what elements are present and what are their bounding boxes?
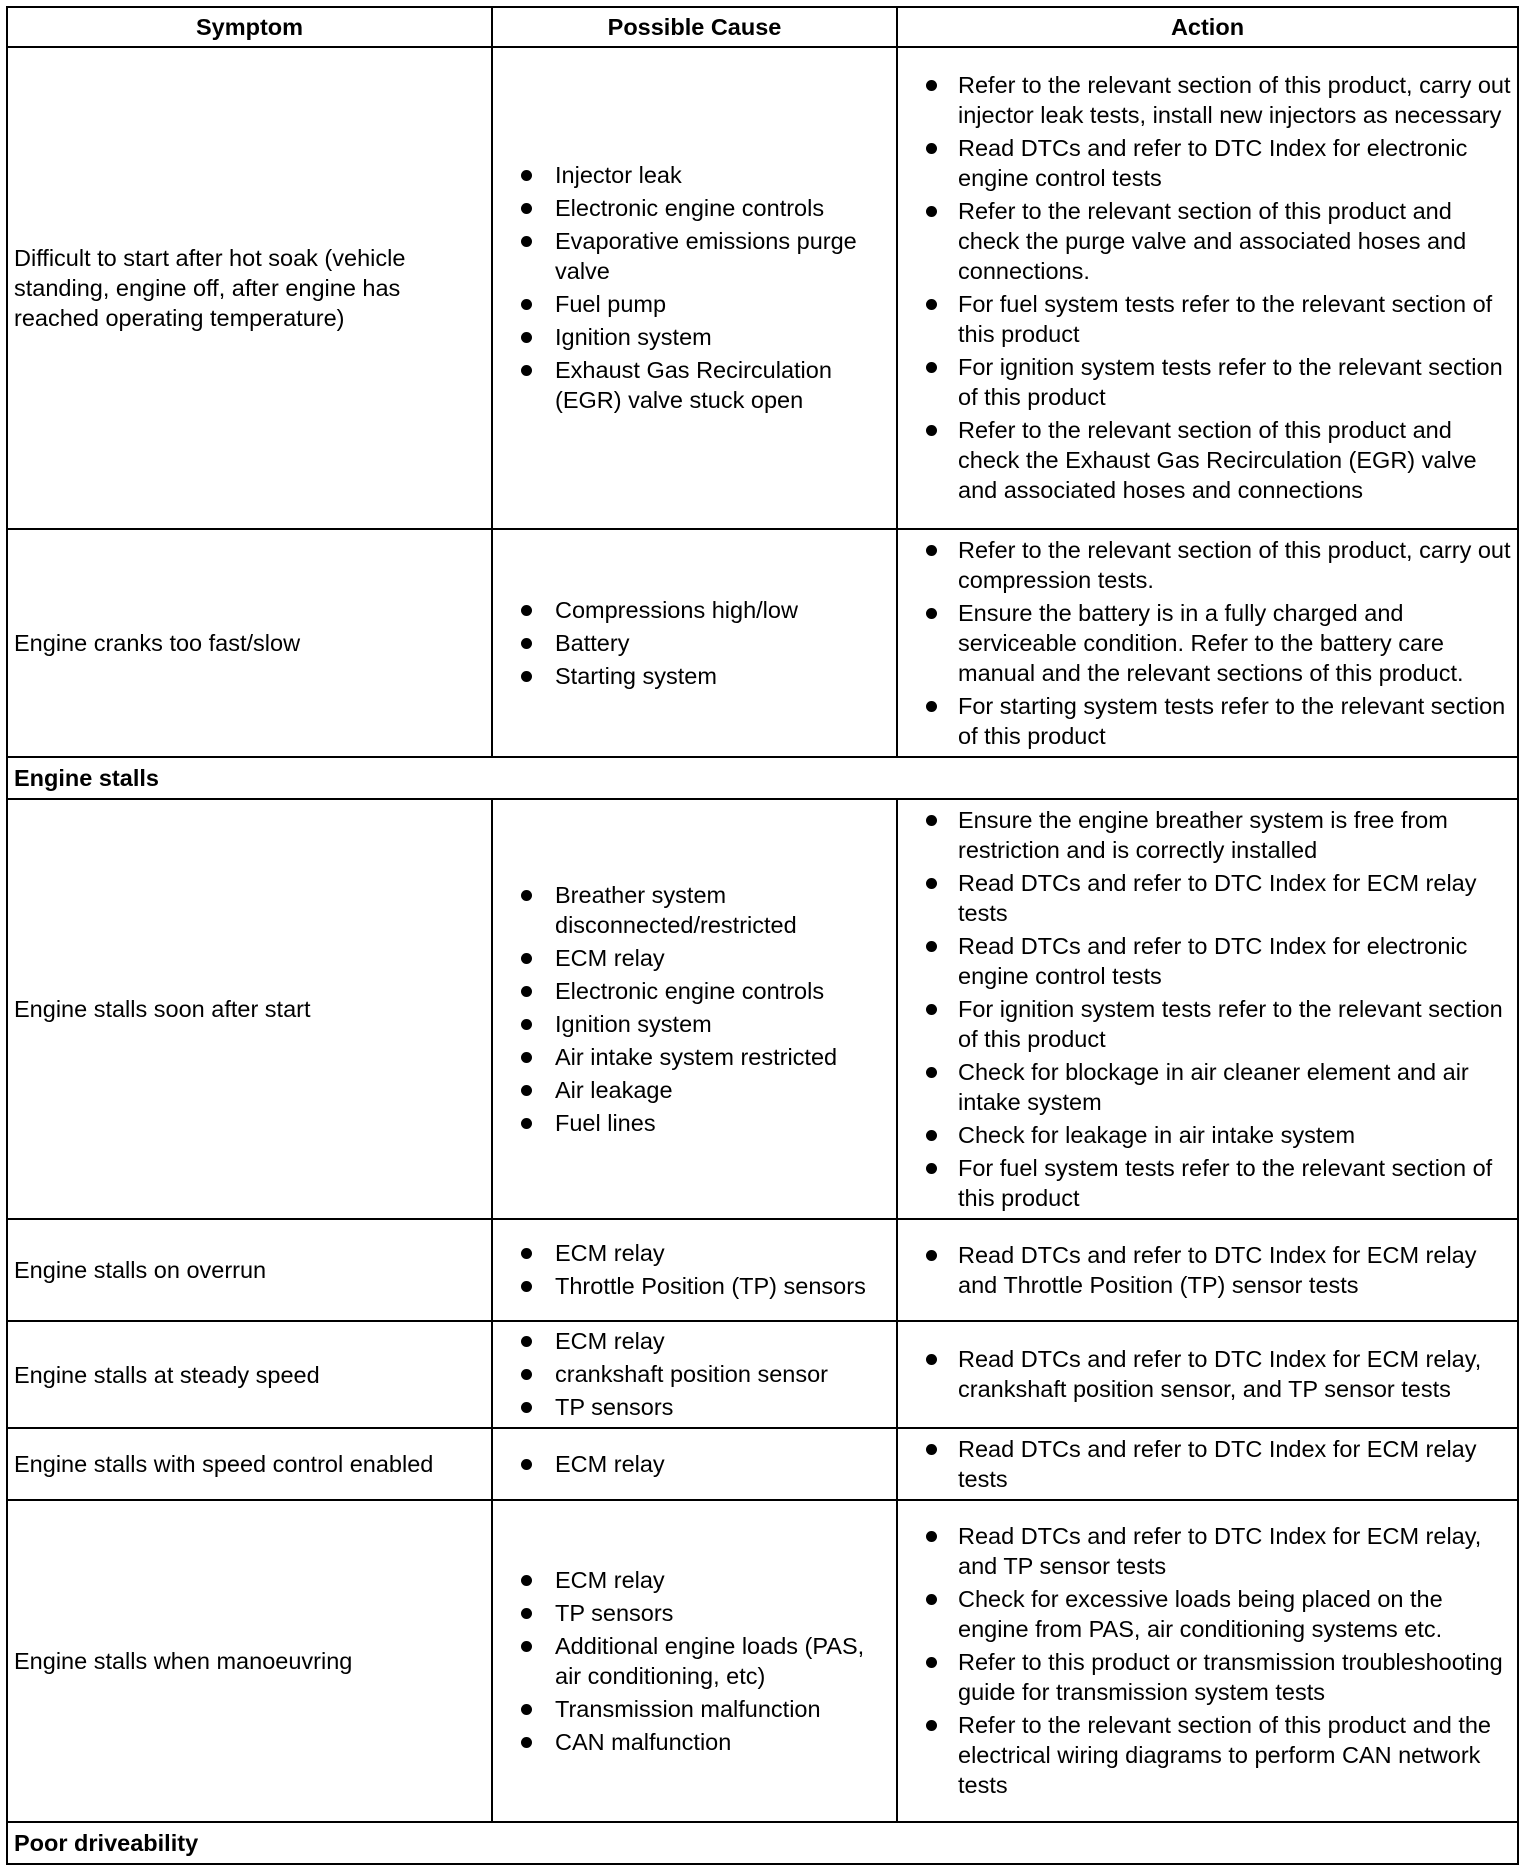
table-row xyxy=(7,1428,1518,1500)
cause-list-item: ECM relay xyxy=(499,1565,890,1595)
cause-list-item: CAN malfunction xyxy=(499,1727,890,1757)
cause-list-item: ECM relay xyxy=(499,1449,890,1479)
cause-list-item: Throttle Position (TP) sensors xyxy=(499,1271,890,1301)
cause-list-item: Additional engine loads (PAS, air conditioning, etc) xyxy=(499,1631,890,1691)
cause-list-item: Evaporative emissions purge valve xyxy=(499,226,890,286)
cause-list-item: TP sensors xyxy=(499,1392,890,1422)
possible-cause-cell xyxy=(492,1428,897,1500)
cause-list-item: ECM relay xyxy=(499,943,890,973)
action-list-item: Read DTCs and refer to DTC Index for ECM relay and Throttle Position (TP) sensor tests xyxy=(904,1240,1511,1300)
cause-list-item: Injector leak xyxy=(499,160,890,190)
action-list-item: Read DTCs and refer to DTC Index for ECM relay tests xyxy=(904,868,1511,928)
possible-cause-cell xyxy=(492,1500,897,1822)
symptom-cell: Engine cranks too fast/slow xyxy=(7,529,492,757)
possible-cause-column-header: Possible Cause xyxy=(492,7,897,47)
action-cell xyxy=(897,47,1518,529)
action-column-header: Action xyxy=(897,7,1518,47)
action-list-item: For ignition system tests refer to the relevant section of this product xyxy=(904,352,1511,412)
action-list xyxy=(904,805,1511,1213)
symptom-cell: Engine stalls at steady speed xyxy=(7,1321,492,1428)
symptom-cell: Difficult to start after hot soak (vehicle standing, engine off, after engine has reached operating temperature) xyxy=(7,47,492,529)
action-list-item: Read DTCs and refer to DTC Index for ECM relay, and TP sensor tests xyxy=(904,1521,1511,1581)
table-row xyxy=(7,799,1518,1219)
cause-list-item: TP sensors xyxy=(499,1598,890,1628)
table-row xyxy=(7,1219,1518,1321)
section-title: Engine stalls xyxy=(7,757,1518,799)
action-list-item: For fuel system tests refer to the relevant section of this product xyxy=(904,289,1511,349)
action-list-item: For starting system tests refer to the relevant section of this product xyxy=(904,691,1511,751)
cause-list-item: Air leakage xyxy=(499,1075,890,1105)
action-list-item: Read DTCs and refer to DTC Index for ECM relay tests xyxy=(904,1434,1511,1494)
cause-list-item: ECM relay xyxy=(499,1326,890,1356)
table-body xyxy=(7,47,1518,1864)
action-cell xyxy=(897,1428,1518,1500)
table-row xyxy=(7,1500,1518,1822)
cause-list-item: crankshaft position sensor xyxy=(499,1359,890,1389)
action-list-item: Refer to the relevant section of this product and check the purge valve and associated hoses and connections. xyxy=(904,196,1511,286)
action-list xyxy=(904,70,1511,505)
action-list-item: Refer to the relevant section of this product and check the Exhaust Gas Recirculation (EGR) valve and associated hoses and connections xyxy=(904,415,1511,505)
action-list-item: Check for excessive loads being placed on the engine from PAS, air conditioning systems etc. xyxy=(904,1584,1511,1644)
possible-cause-cell xyxy=(492,47,897,529)
cause-list xyxy=(499,1565,890,1757)
cause-list-item: Electronic engine controls xyxy=(499,976,890,1006)
cause-list-item: Fuel lines xyxy=(499,1108,890,1138)
cause-list-item: Starting system xyxy=(499,661,890,691)
cause-list-item: Compressions high/low xyxy=(499,595,890,625)
table-row xyxy=(7,529,1518,757)
possible-cause-cell xyxy=(492,1219,897,1321)
action-list-item: Read DTCs and refer to DTC Index for ECM relay, crankshaft position sensor, and TP sensor tests xyxy=(904,1344,1511,1404)
cause-list xyxy=(499,1449,890,1479)
cause-list-item: Battery xyxy=(499,628,890,658)
cause-list-item: Ignition system xyxy=(499,1009,890,1039)
table-row xyxy=(7,1321,1518,1428)
section-title: Poor driveability xyxy=(7,1822,1518,1864)
action-list-item: Ensure the engine breather system is free from restriction and is correctly installed xyxy=(904,805,1511,865)
cause-list xyxy=(499,595,890,691)
action-list-item: Check for blockage in air cleaner element and air intake system xyxy=(904,1057,1511,1117)
cause-list-item: Air intake system restricted xyxy=(499,1042,890,1072)
cause-list-item: Fuel pump xyxy=(499,289,890,319)
possible-cause-cell xyxy=(492,529,897,757)
table-header-row xyxy=(7,7,1518,47)
symptom-cell: Engine stalls with speed control enabled xyxy=(7,1428,492,1500)
action-list-item: Read DTCs and refer to DTC Index for electronic engine control tests xyxy=(904,133,1511,193)
symptom-cell: Engine stalls when manoeuvring xyxy=(7,1500,492,1822)
action-cell xyxy=(897,529,1518,757)
table-row xyxy=(7,47,1518,529)
action-list xyxy=(904,1434,1511,1494)
cause-list xyxy=(499,160,890,415)
action-list-item: Refer to the relevant section of this product, carry out injector leak tests, install new injectors as necessary xyxy=(904,70,1511,130)
symptom-column-header: Symptom xyxy=(7,7,492,47)
action-list-item: Refer to the relevant section of this product, carry out compression tests. xyxy=(904,535,1511,595)
cause-list xyxy=(499,1326,890,1422)
action-cell xyxy=(897,1219,1518,1321)
section-header-row xyxy=(7,757,1518,799)
action-list xyxy=(904,1344,1511,1404)
symptom-cell: Engine stalls soon after start xyxy=(7,799,492,1219)
possible-cause-cell xyxy=(492,799,897,1219)
cause-list xyxy=(499,880,890,1138)
cause-list xyxy=(499,1238,890,1301)
action-cell xyxy=(897,1321,1518,1428)
cause-list-item: Exhaust Gas Recirculation (EGR) valve stuck open xyxy=(499,355,890,415)
diagnostic-table xyxy=(6,6,1519,1865)
action-cell xyxy=(897,799,1518,1219)
cause-list-item: ECM relay xyxy=(499,1238,890,1268)
action-list-item: For ignition system tests refer to the relevant section of this product xyxy=(904,994,1511,1054)
action-list-item: For fuel system tests refer to the relevant section of this product xyxy=(904,1153,1511,1213)
possible-cause-cell xyxy=(492,1321,897,1428)
action-list-item: Refer to the relevant section of this product and the electrical wiring diagrams to perform CAN network tests xyxy=(904,1710,1511,1800)
cause-list-item: Transmission malfunction xyxy=(499,1694,890,1724)
symptom-cell: Engine stalls on overrun xyxy=(7,1219,492,1321)
action-list-item: Check for leakage in air intake system xyxy=(904,1120,1511,1150)
cause-list-item: Electronic engine controls xyxy=(499,193,890,223)
action-list xyxy=(904,1521,1511,1800)
action-list xyxy=(904,1240,1511,1300)
action-list-item: Read DTCs and refer to DTC Index for electronic engine control tests xyxy=(904,931,1511,991)
diagnostic-table-container xyxy=(6,6,1519,1865)
action-list xyxy=(904,535,1511,751)
action-list-item: Ensure the battery is in a fully charged and serviceable condition. Refer to the battery care manual and the relevant sections of this product. xyxy=(904,598,1511,688)
cause-list-item: Ignition system xyxy=(499,322,890,352)
action-cell xyxy=(897,1500,1518,1822)
section-header-row xyxy=(7,1822,1518,1864)
cause-list-item: Breather system disconnected/restricted xyxy=(499,880,890,940)
action-list-item: Refer to this product or transmission troubleshooting guide for transmission system tests xyxy=(904,1647,1511,1707)
